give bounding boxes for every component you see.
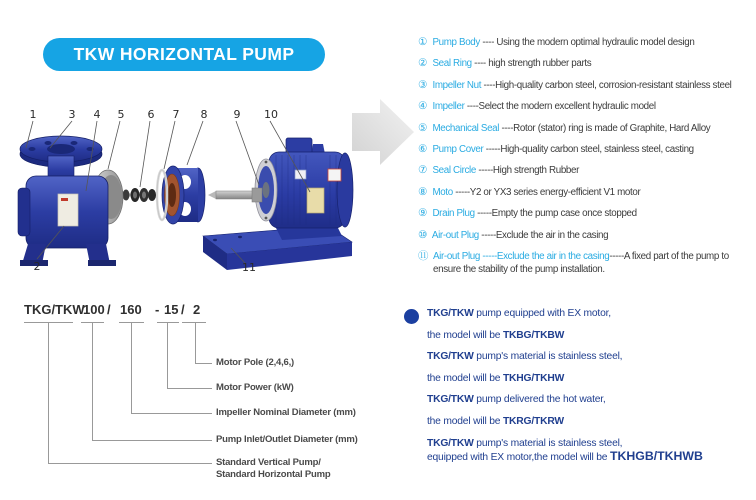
note-line: the model will be TKBG/TKBW [427,329,565,341]
callout-line [131,322,132,413]
shaft [208,188,262,202]
part-desc: -----High strength Rubber [478,165,580,177]
callout-label-line2: Standard Horizontal Pump [216,469,331,480]
circled-number: ⑧ [418,185,428,198]
part-desc: -----High-quality carbon steel, stainless steel, casting [485,143,694,155]
motor-label-red [328,169,341,181]
model-variant-notes [404,307,754,472]
circled-number: ③ [418,78,428,91]
part-desc: -----A fixed part of the pump to ensure the stability of the pump installation. [433,250,729,275]
part-number-10: 10 [264,108,278,121]
callout-tick [157,322,179,323]
part-name: Air-out Plug [431,229,479,241]
note-line: the model will be TKHG/TKHW [427,372,565,384]
pump-body [18,136,116,266]
callout-line [131,413,212,414]
model-separator: / [107,302,111,317]
note-line: TKG/TKW pump delivered the hot water, [427,394,606,406]
list-item [418,229,756,242]
model-segment-pole: 2 [193,302,201,317]
callout-line [92,322,93,440]
title-banner [43,38,325,71]
circled-number: ① [418,36,428,48]
list-item [418,122,756,135]
right-arrow-icon [348,95,418,167]
part-number-2: 2 [33,260,41,273]
part-number-11: 11 [242,261,256,274]
circled-number: ⑨ [418,207,428,220]
motor [255,138,353,240]
part-desc: ----Rotor (stator) ring is made of Graphite, Hard Alloy [501,122,711,134]
callout-label-pump-type [216,457,330,481]
exploded-pump-diagram [12,98,360,283]
model-segment-inlet: 100 [83,302,105,317]
model-segment-impeller: 160 [120,302,142,317]
callout-tick [182,322,206,323]
list-item [418,207,756,220]
callout-line [92,440,212,441]
callout-line [195,363,212,364]
part-desc: -----Empty the pump case once stopped [477,208,637,220]
note-line: TKG/TKW pump's material is stainless steel, [427,437,623,449]
part-desc: ----High-quality carbon steel, corrosion-resistant stainless steel [483,79,732,91]
list-item [418,164,756,177]
circled-number: ② [418,57,428,70]
list-item [418,143,756,156]
model-segment-series: TKG/TKW [24,302,85,317]
part-desc: ---- Using the modern optimal hydraulic model design [482,37,695,48]
part-name: Impeller [432,101,465,113]
list-item [418,79,756,92]
part-number-8: 8 [200,108,208,121]
part-number-7: 7 [172,108,180,121]
callout-line [195,322,196,363]
part-desc: ----Select the modern excellent hydraulic model [466,101,656,113]
callout-line [167,322,168,388]
note-line: equipped with EX motor,the model will be TKHGB/TKHWB [427,448,703,463]
callout-label-motor-pole: Motor Pole (2,4,6,) [216,357,295,368]
list-item [418,57,756,70]
part-desc: -----Exclude the air in the casing [481,229,609,241]
callout-label-motor-power: Motor Power (kW) [216,382,294,393]
model-separator: / [181,302,185,317]
circled-number: ⑩ [418,228,428,241]
part-name: Pump Body [432,37,480,48]
circled-number: ④ [418,100,428,113]
part-number-1: 1 [29,108,37,121]
part-name: Impeller Nut [432,79,482,91]
part-number-3: 3 [68,108,76,121]
part-name: Pump Cover [432,143,484,155]
list-item [418,186,756,199]
callout-label-line1: Standard Vertical Pump/ [216,457,321,468]
callout-label-impeller-diameter: Impeller Nominal Diameter (mm) [216,407,356,418]
list-item [418,100,756,113]
list-item [418,36,756,49]
mechanical-seal [120,188,156,202]
part-name: Mechanical Seal [432,122,500,134]
circled-number: ⑥ [418,142,428,155]
callout-label-inlet-outlet: Pump Inlet/Outlet Diameter (mm) [216,434,358,445]
part-number-6: 6 [147,108,155,121]
callout-line [167,388,212,389]
callout-line [48,463,212,464]
list-item [418,250,756,276]
circled-number: ⑤ [418,121,428,134]
part-number-4: 4 [93,108,101,121]
part-name: Air-out Plug -----Exclude the air in the casing [433,250,610,262]
part-desc: ---- high strength rubber parts [474,58,592,70]
part-name: Moto [432,186,453,198]
model-segment-power: 15 [164,302,179,317]
note-line: the model will be TKRG/TKRW [427,415,564,427]
circled-number: ⑪ [418,249,429,262]
circled-number: ⑦ [418,164,428,177]
part-desc: -----Y2 or YX3 series energy-efficient V1 motor [455,186,641,198]
part-name: Drain Plug [432,208,475,220]
model-separator: - [155,302,160,317]
parts-list [418,36,756,284]
part-number-5: 5 [117,108,125,121]
note-line: TKG/TKW pump equipped with EX motor, [427,308,611,319]
part-name: Seal Ring [432,58,472,70]
part-number-9: 9 [233,108,241,121]
part-name: Seal Circle [432,165,476,177]
page-title: TKW HORIZONTAL PUMP [73,44,295,64]
callout-line [48,322,49,463]
pump-cover [162,166,205,224]
note-line: TKG/TKW pump's material is stainless steel, [427,351,623,363]
bullet-icon [404,309,419,324]
